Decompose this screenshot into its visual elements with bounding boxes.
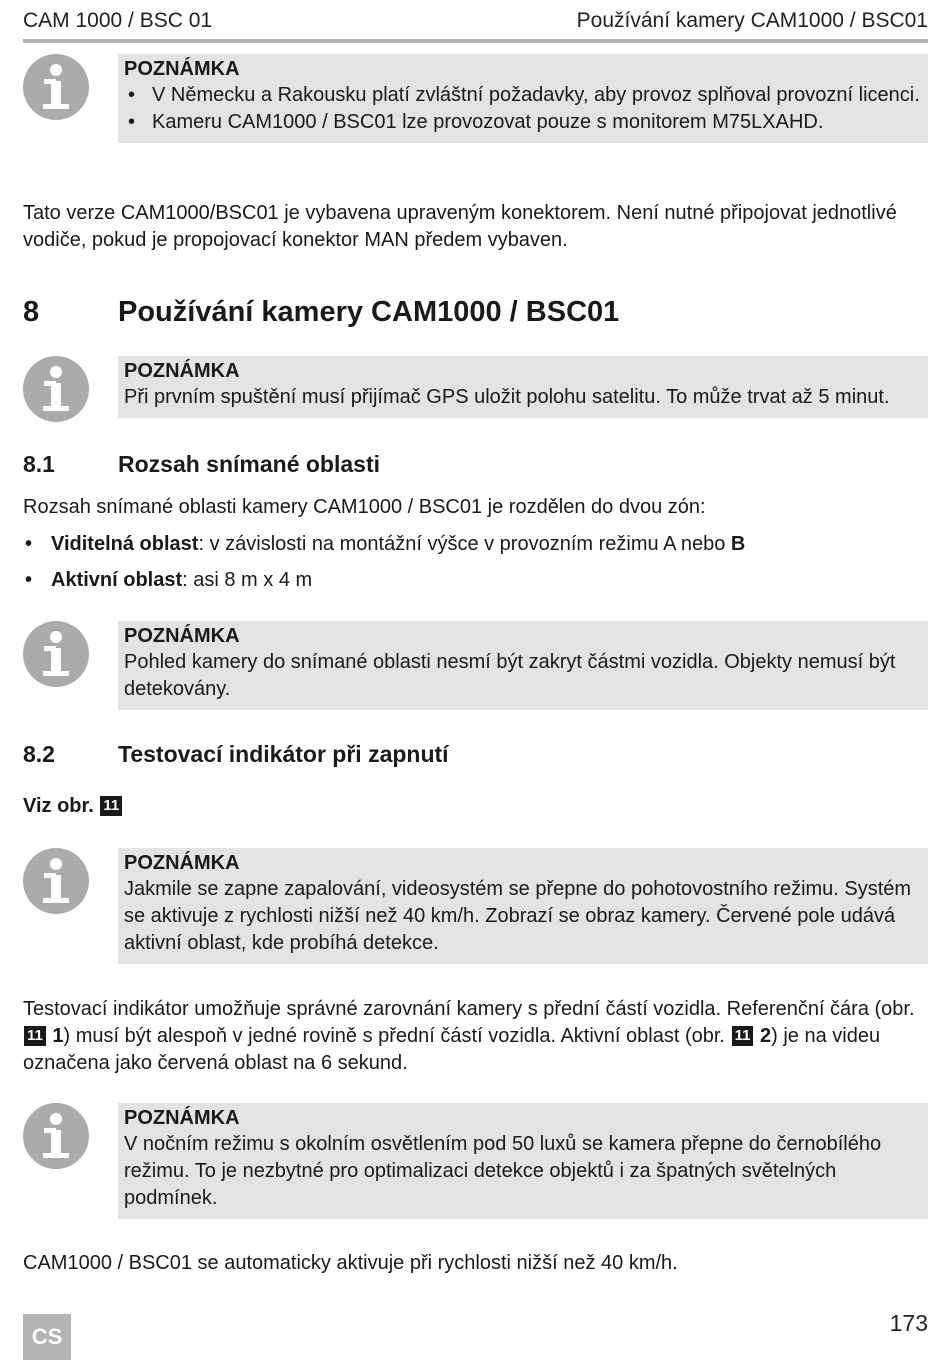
note-box: [118, 1103, 928, 1219]
note-text: V nočním režimu s okolním osvětlením pod 50 luxů se kamera přepne do černobílého režimu. To je nezbytné pro optimalizaci detekce objektů i za špatných světelných podmínek.: [124, 1133, 882, 1209]
section-8-heading: [23, 296, 619, 329]
info-icon: [23, 356, 89, 422]
figure-badge: 11: [732, 1026, 754, 1046]
language-badge: CS: [23, 1314, 71, 1360]
note-list-item: • Kameru CAM1000 / BSC01 lze provozovat pouze s monitorem M75LXAHD.: [124, 109, 922, 136]
test-text-1: Testovací indikátor umožňuje správné zarovnání kamery s přední částí vozidla. Referenční čára (obr.: [23, 998, 915, 1020]
figure-badge: 11: [24, 1026, 46, 1046]
see-figure: [23, 795, 123, 818]
note-title: POZNÁMKA: [124, 58, 240, 80]
note-title: POZNÁMKA: [124, 1107, 240, 1129]
section-title: Používání kamery CAM1000 / BSC01: [118, 296, 620, 328]
zone-item: [23, 567, 928, 603]
zone-term: Aktivní oblast: [51, 569, 183, 591]
running-header: [23, 8, 928, 34]
see-figure-label: Viz obr.: [23, 795, 94, 817]
zone-list: [23, 531, 928, 603]
note-box: [118, 356, 928, 418]
note-box: [118, 621, 928, 710]
zone-tail: B: [730, 533, 746, 555]
info-icon: [23, 621, 89, 687]
page-number: 173: [889, 1310, 928, 1336]
section-title: Testovací indikátor při zapnutí: [118, 741, 449, 767]
note-text: Při prvním spuštění musí přijímač GPS uložit polohu satelitu. To může trvat až 5 minut.: [124, 386, 890, 408]
section-number: 8: [23, 296, 40, 328]
section-8-2-heading: [23, 741, 449, 768]
zone-term: Viditelná oblast: [51, 533, 199, 555]
note-text: Pohled kamery do snímané oblasti nesmí být zakryt částmi vozidla. Objekty nemusí být detekovány.: [124, 651, 896, 700]
test-text-2: ) musí být alespoň v jedné rovině s přední částí vozidla. Aktivní oblast (obr.: [63, 1025, 731, 1047]
ref-number: 2: [759, 1025, 772, 1047]
final-paragraph: CAM1000 / BSC01 se automaticky aktivuje při rychlosti nižší než 40 km/h.: [23, 1252, 678, 1274]
note-text: Jakmile se zapne zapalování, videosystém se přepne do pohotovostního režimu. Systém se aktivuje z rychlosti nižší než 40 km/h. Zobrazí se obraz kamery. Červené pole udává aktivní oblast, kde probíhá detekce.: [124, 878, 912, 954]
info-icon: [23, 848, 89, 914]
zone-text: : v závislosti na montážní výšce v provozním režimu A nebo: [198, 533, 731, 555]
note-list-item: • V Německu a Rakousku platí zvláštní požadavky, aby provoz splňoval provozní licenci.: [124, 82, 922, 109]
zone-text: : asi 8 m x 4 m: [182, 569, 313, 591]
info-icon: [23, 54, 89, 120]
ref-number: 1: [52, 1025, 64, 1047]
range-paragraph: Rozsah snímané oblasti kamery CAM1000 / BSC01 je rozdělen do dvou zón:: [23, 496, 706, 518]
test-indicator-paragraph: [23, 996, 928, 1077]
header-left: CAM 1000 / BSC 01: [23, 9, 213, 32]
header-rule: [23, 39, 928, 43]
header-right: Používání kamery CAM1000 / BSC01: [576, 9, 928, 32]
section-title: Rozsah snímané oblasti: [118, 451, 381, 477]
section-8-1-heading: [23, 451, 380, 478]
info-icon: [23, 1103, 89, 1169]
note-box: [118, 54, 928, 143]
note-title: POZNÁMKA: [124, 625, 240, 647]
note-title: POZNÁMKA: [124, 852, 240, 874]
note-box: [118, 848, 928, 964]
intro-paragraph: Tato verze CAM1000/BSC01 je vybavena upraveným konektorem. Není nutné připojovat jednotlivé vodiče, pokud je propojovací konektor MAN předem vybaven.: [23, 202, 897, 251]
note-title: POZNÁMKA: [124, 360, 240, 382]
section-number: 8.2: [23, 741, 55, 767]
zone-item: [23, 531, 928, 567]
test-text-3: ) je na videu označena jako červená oblast na 6 sekund.: [23, 1025, 881, 1074]
note-list: [124, 82, 922, 143]
figure-badge: 11: [100, 796, 122, 816]
section-number: 8.1: [23, 451, 55, 477]
